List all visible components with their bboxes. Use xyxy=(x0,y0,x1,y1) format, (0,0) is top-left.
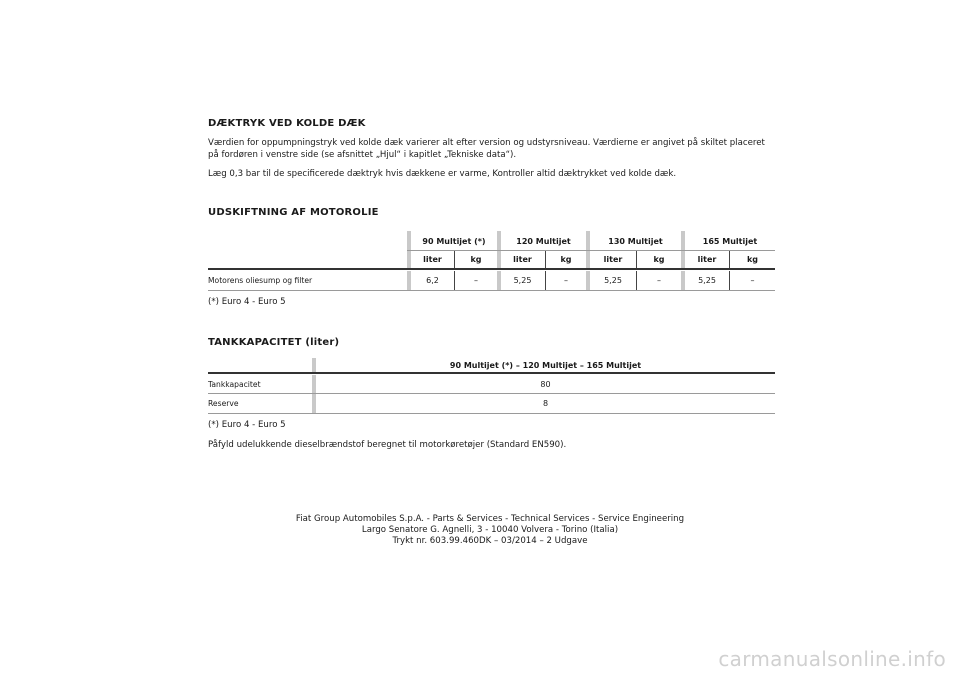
table-cell: 8 xyxy=(542,399,549,408)
table-cell: – xyxy=(657,276,661,285)
row-label: Tankkapacitet xyxy=(208,379,261,389)
table-row xyxy=(208,271,775,290)
table-cell: 80 xyxy=(540,379,551,389)
divider xyxy=(208,413,775,414)
oil-footnote: (*) Euro 4 - Euro 5 xyxy=(208,297,286,307)
tire-pressure-paragraph-1: Værdien for oppumpningstryk ved kolde dæk varierer alt efter version og udstyrsniveau. Værdierne er angivet på skiltet placeret på fordøren i venstre side (se afsnittet „Hjul“ i kapitlet „Tekniske data“). xyxy=(208,138,765,160)
row-label: Motorens oliesump og filter xyxy=(208,276,313,285)
oil-table-version-header xyxy=(208,231,775,251)
table-cell: 5,25 xyxy=(513,276,532,285)
table-cell: 6,2 xyxy=(426,276,439,285)
tank-footnote-2: Påfyld udelukkende dieselbrændstof beregnet til motorkøretøjer (Standard EN590). xyxy=(208,440,567,450)
row-label: Reserve xyxy=(208,399,239,408)
tank-footnote-1: (*) Euro 4 - Euro 5 xyxy=(208,420,286,430)
tank-header: 90 Multijet (*) – 120 Multijet – 165 Multijet xyxy=(449,360,642,370)
table-cell: – xyxy=(750,276,755,285)
version-header: 120 Multijet xyxy=(516,236,571,246)
footer-line: Trykt nr. 603.99.460DK – 03/2014 – 2 Udgave xyxy=(392,536,588,546)
oil-table-unit-header xyxy=(208,251,775,268)
watermark: carmanualsonline.info xyxy=(718,647,946,671)
tire-pressure-paragraph-2: Læg 0,3 bar til de specificerede dæktryk hvis dækkene er varme, Kontroller altid dæktrykket ved kolde dæk. xyxy=(208,169,677,179)
unit-header: kg xyxy=(653,255,665,264)
footer-line: Fiat Group Automobiles S.p.A. - Parts & Services - Technical Services - Service Engineering xyxy=(295,514,685,524)
version-header: 165 Multijet xyxy=(702,236,758,246)
tank-capacity-title: TANKKAPACITET (liter) xyxy=(208,337,340,348)
table-cell: – xyxy=(474,276,478,285)
unit-header: kg xyxy=(746,255,759,264)
unit-header: liter xyxy=(697,255,717,264)
table-cell: 5,25 xyxy=(604,276,622,285)
table-rule xyxy=(208,372,775,374)
unit-header: kg xyxy=(470,255,482,264)
table-cell: 5,25 xyxy=(698,276,716,285)
version-header: 130 Multijet xyxy=(608,236,663,246)
oil-change-title: UDSKIFTNING AF MOTOROLIE xyxy=(208,207,379,218)
table-rule xyxy=(208,268,775,270)
footer-line: Largo Senatore G. Agnelli, 3 - 10040 Volvera - Torino (Italia) xyxy=(361,525,619,535)
table-cell: – xyxy=(564,276,568,285)
unit-header: kg xyxy=(560,255,572,264)
unit-header: liter xyxy=(603,255,623,264)
version-header: 90 Multijet (*) xyxy=(422,236,486,246)
unit-header: liter xyxy=(423,255,442,264)
tank-table-header xyxy=(208,358,775,372)
table-row xyxy=(208,375,775,393)
publisher-footer xyxy=(240,514,740,547)
divider xyxy=(208,290,775,291)
unit-header: liter xyxy=(513,255,532,264)
tire-pressure-title: DÆKTRYK VED KOLDE DÆK xyxy=(208,118,366,129)
table-row xyxy=(208,394,775,413)
